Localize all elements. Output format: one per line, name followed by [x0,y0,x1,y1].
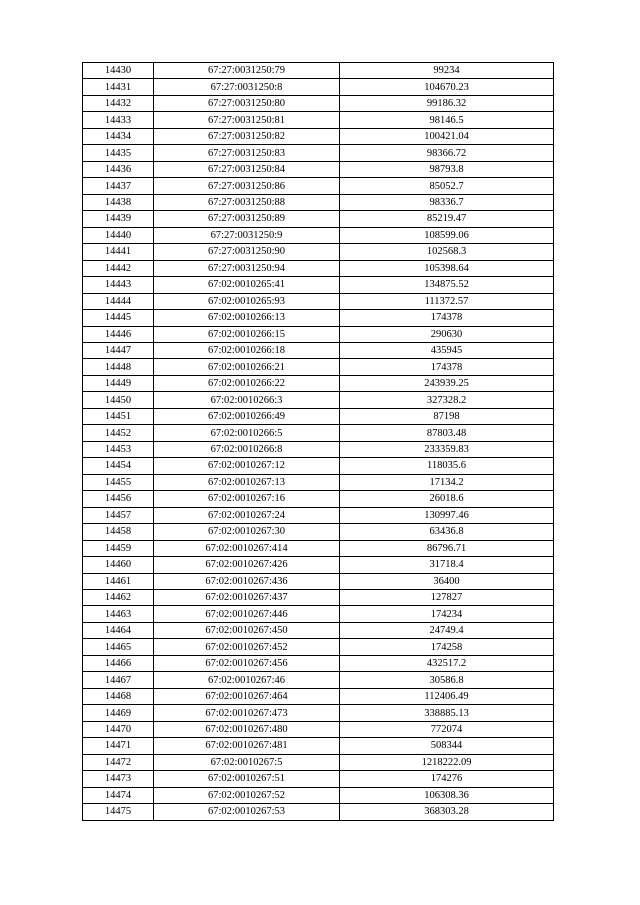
table-row [83,705,554,721]
cadastral-number-cell: 67:02:0010266:22 [154,375,340,391]
table-row [83,573,554,589]
row-number-cell: 14442 [83,260,154,276]
value-cell: 102568.3 [340,244,554,260]
row-number-cell: 14437 [83,178,154,194]
value-cell: 99186.32 [340,95,554,111]
cadastral-number-cell: 67:27:0031250:9 [154,227,340,243]
cadastral-number-cell: 67:02:0010267:53 [154,804,340,820]
row-number-cell: 14433 [83,112,154,128]
value-cell: 111372.57 [340,293,554,309]
row-number-cell: 14455 [83,474,154,490]
cadastral-number-cell: 67:02:0010266:18 [154,342,340,358]
table-row [83,63,554,79]
value-cell: 99234 [340,63,554,79]
table-row [83,310,554,326]
value-cell: 36400 [340,573,554,589]
value-cell: 174378 [340,310,554,326]
cadastral-number-cell: 67:02:0010267:30 [154,524,340,540]
cadastral-number-cell: 67:02:0010267:481 [154,738,340,754]
table-row [83,524,554,540]
row-number-cell: 14441 [83,244,154,260]
cadastral-number-cell: 67:27:0031250:83 [154,145,340,161]
cadastral-number-cell: 67:02:0010267:450 [154,622,340,638]
row-number-cell: 14444 [83,293,154,309]
value-cell: 87198 [340,408,554,424]
cadastral-number-cell: 67:02:0010267:437 [154,590,340,606]
row-number-cell: 14439 [83,211,154,227]
value-cell: 31718.4 [340,557,554,573]
value-cell: 106308.36 [340,787,554,803]
table-row [83,211,554,227]
cadastral-number-cell: 67:02:0010266:3 [154,392,340,408]
row-number-cell: 14453 [83,441,154,457]
table-body [83,63,554,821]
value-cell: 1218222.09 [340,754,554,770]
table-row [83,425,554,441]
cadastral-number-cell: 67:02:0010267:436 [154,573,340,589]
row-number-cell: 14473 [83,771,154,787]
table-row [83,639,554,655]
row-number-cell: 14470 [83,721,154,737]
table-row [83,672,554,688]
row-number-cell: 14440 [83,227,154,243]
cadastral-number-cell: 67:02:0010266:5 [154,425,340,441]
value-cell: 174276 [340,771,554,787]
row-number-cell: 14457 [83,507,154,523]
row-number-cell: 14450 [83,392,154,408]
value-cell: 174378 [340,359,554,375]
value-cell: 338885.13 [340,705,554,721]
table-row [83,227,554,243]
cadastral-number-cell: 67:02:0010267:5 [154,754,340,770]
row-number-cell: 14454 [83,458,154,474]
value-cell: 98793.8 [340,161,554,177]
table-row [83,557,554,573]
cadastral-number-cell: 67:02:0010267:13 [154,474,340,490]
value-cell: 98146.5 [340,112,554,128]
cadastral-number-cell: 67:02:0010267:46 [154,672,340,688]
value-cell: 368303.28 [340,804,554,820]
row-number-cell: 14459 [83,540,154,556]
row-number-cell: 14460 [83,557,154,573]
table-row [83,178,554,194]
table-row [83,260,554,276]
cadastral-number-cell: 67:27:0031250:89 [154,211,340,227]
table-row [83,721,554,737]
value-cell: 327328.2 [340,392,554,408]
row-number-cell: 14467 [83,672,154,688]
cadastral-number-cell: 67:27:0031250:90 [154,244,340,260]
row-number-cell: 14451 [83,408,154,424]
row-number-cell: 14475 [83,804,154,820]
table-row [83,540,554,556]
table-row [83,655,554,671]
row-number-cell: 14463 [83,606,154,622]
value-cell: 100421.04 [340,128,554,144]
cadastral-number-cell: 67:02:0010267:51 [154,771,340,787]
row-number-cell: 14449 [83,375,154,391]
value-cell: 30586.8 [340,672,554,688]
table-row [83,754,554,770]
table-row [83,688,554,704]
value-cell: 105398.64 [340,260,554,276]
value-cell: 98366.72 [340,145,554,161]
table-row [83,738,554,754]
row-number-cell: 14448 [83,359,154,375]
table-row [83,590,554,606]
value-cell: 112406.49 [340,688,554,704]
value-cell: 290630 [340,326,554,342]
cadastral-number-cell: 67:02:0010265:41 [154,277,340,293]
value-cell: 26018.6 [340,491,554,507]
row-number-cell: 14438 [83,194,154,210]
cadastral-number-cell: 67:27:0031250:79 [154,63,340,79]
cadastral-number-cell: 67:02:0010267:426 [154,557,340,573]
value-cell: 435945 [340,342,554,358]
value-cell: 432517.2 [340,655,554,671]
row-number-cell: 14458 [83,524,154,540]
cadastral-number-cell: 67:27:0031250:94 [154,260,340,276]
row-number-cell: 14452 [83,425,154,441]
row-number-cell: 14431 [83,79,154,95]
row-number-cell: 14445 [83,310,154,326]
row-number-cell: 14435 [83,145,154,161]
cadastral-number-cell: 67:02:0010267:52 [154,787,340,803]
cadastral-number-cell: 67:27:0031250:88 [154,194,340,210]
table-row [83,606,554,622]
value-cell: 508344 [340,738,554,754]
table-row [83,507,554,523]
row-number-cell: 14472 [83,754,154,770]
value-cell: 98336.7 [340,194,554,210]
table-row [83,491,554,507]
row-number-cell: 14474 [83,787,154,803]
table-row [83,95,554,111]
value-cell: 118035.6 [340,458,554,474]
row-number-cell: 14466 [83,655,154,671]
cadastral-number-cell: 67:27:0031250:82 [154,128,340,144]
cadastral-number-cell: 67:02:0010267:414 [154,540,340,556]
cadastral-number-cell: 67:02:0010267:464 [154,688,340,704]
table-row [83,458,554,474]
table-row [83,804,554,820]
table-row [83,277,554,293]
row-number-cell: 14443 [83,277,154,293]
value-cell: 86796.71 [340,540,554,556]
row-number-cell: 14464 [83,622,154,638]
value-cell: 127827 [340,590,554,606]
cadastral-number-cell: 67:02:0010267:446 [154,606,340,622]
table-row [83,622,554,638]
table-row [83,79,554,95]
cadastral-number-cell: 67:02:0010267:456 [154,655,340,671]
value-cell: 130997.46 [340,507,554,523]
table-row [83,244,554,260]
row-number-cell: 14436 [83,161,154,177]
value-cell: 108599.06 [340,227,554,243]
table-row [83,128,554,144]
cadastral-number-cell: 67:02:0010266:15 [154,326,340,342]
cadastral-number-cell: 67:02:0010267:480 [154,721,340,737]
cadastral-number-cell: 67:02:0010267:16 [154,491,340,507]
cadastral-number-cell: 67:27:0031250:84 [154,161,340,177]
value-cell: 772074 [340,721,554,737]
table-row [83,342,554,358]
cadastral-number-cell: 67:02:0010266:21 [154,359,340,375]
cadastral-number-cell: 67:27:0031250:80 [154,95,340,111]
cadastral-number-cell: 67:02:0010266:8 [154,441,340,457]
row-number-cell: 14465 [83,639,154,655]
row-number-cell: 14462 [83,590,154,606]
row-number-cell: 14447 [83,342,154,358]
table-row [83,787,554,803]
value-cell: 24749.4 [340,622,554,638]
cadastral-number-cell: 67:27:0031250:81 [154,112,340,128]
row-number-cell: 14446 [83,326,154,342]
table-row [83,112,554,128]
table-row [83,408,554,424]
value-cell: 104670.23 [340,79,554,95]
value-cell: 87803.48 [340,425,554,441]
cadastral-number-cell: 67:27:0031250:86 [154,178,340,194]
row-number-cell: 14456 [83,491,154,507]
value-cell: 63436.8 [340,524,554,540]
row-number-cell: 14430 [83,63,154,79]
table-row [83,359,554,375]
table-row [83,441,554,457]
cadastral-number-cell: 67:02:0010267:12 [154,458,340,474]
table-row [83,194,554,210]
cadastral-number-cell: 67:02:0010266:13 [154,310,340,326]
cadastral-number-cell: 67:02:0010267:24 [154,507,340,523]
table-row [83,474,554,490]
value-cell: 85219.47 [340,211,554,227]
row-number-cell: 14469 [83,705,154,721]
cadastral-number-cell: 67:02:0010265:93 [154,293,340,309]
cadastral-number-cell: 67:02:0010267:473 [154,705,340,721]
value-cell: 174258 [340,639,554,655]
row-number-cell: 14468 [83,688,154,704]
row-number-cell: 14432 [83,95,154,111]
row-number-cell: 14434 [83,128,154,144]
table-row [83,771,554,787]
value-cell: 17134.2 [340,474,554,490]
value-cell: 233359.83 [340,441,554,457]
value-cell: 134875.52 [340,277,554,293]
table-row [83,293,554,309]
cadastral-number-cell: 67:02:0010266:49 [154,408,340,424]
table-row [83,145,554,161]
table-row [83,392,554,408]
cadastral-number-cell: 67:27:0031250:8 [154,79,340,95]
table-row [83,375,554,391]
table-row [83,161,554,177]
row-number-cell: 14461 [83,573,154,589]
table-row [83,326,554,342]
value-cell: 85052.7 [340,178,554,194]
cadastral-number-cell: 67:02:0010267:452 [154,639,340,655]
row-number-cell: 14471 [83,738,154,754]
value-cell: 243939.25 [340,375,554,391]
cadastral-value-table [82,62,554,821]
value-cell: 174234 [340,606,554,622]
